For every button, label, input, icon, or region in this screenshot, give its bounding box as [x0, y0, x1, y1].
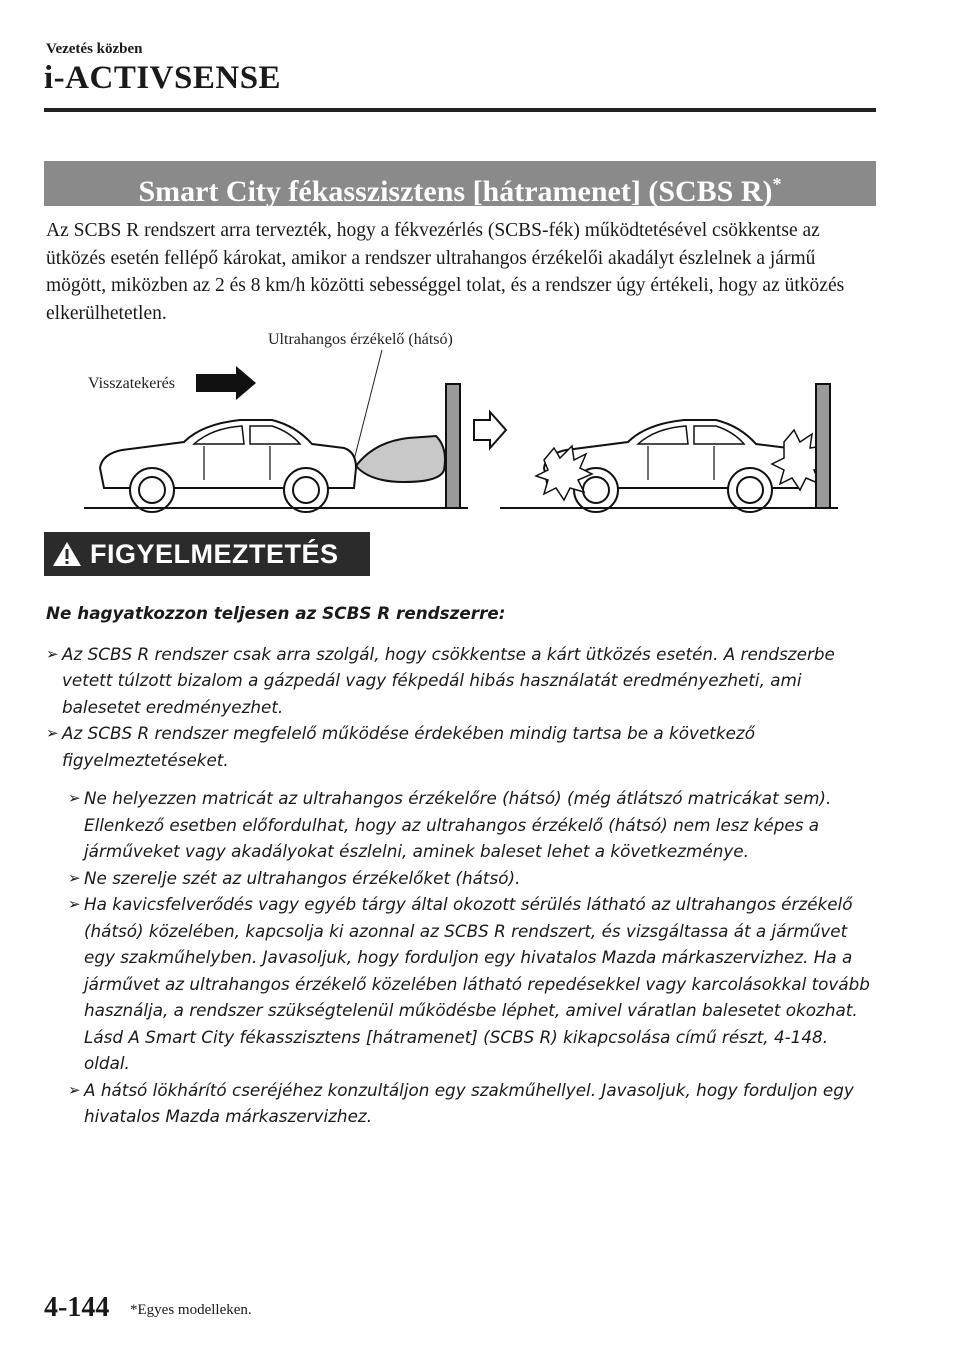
warning-body	[46, 600, 878, 1130]
scbs-r-illustration	[44, 330, 876, 520]
sensor-zone	[356, 436, 445, 482]
triangle-right-icon: ➢	[46, 724, 59, 742]
obstacle-wall-left	[446, 384, 460, 508]
banner-title: Smart City fékasszisztens [hátramenet] (SCBS R)	[138, 175, 773, 208]
chapter-title: Vezetés közben	[46, 41, 143, 57]
triangle-right-icon: ➢	[68, 895, 81, 913]
warning-bullet: ➢ Az SCBS R rendszer csak arra szolgál, hogy csökkentse a kárt ütközés esetén. A rendszerbe vetett túlzott bizalom a gázpedál vagy fékpedál hibás használatát eredményezheti, ami balesetet eredményezhet.	[46, 641, 878, 721]
sub-bullet: ➢ Ne helyezzen matricát az ultrahangos érzékelőre (hátsó) (még átlátszó matricákat sem). Ellenkező esetben előfordulhat, hogy az ultrahangos érzékelő (hátsó) nem lesz képes a járműveket vagy akadályokat észlelni, aminek baleset lehet a következménye.	[68, 785, 878, 865]
section-title: i-ACTIVSENSE	[44, 60, 282, 96]
warning-triangle-icon	[44, 532, 90, 576]
warning-bullet: ➢ Az SCBS R rendszer megfelelő működése érdekében mindig tartsa be a következő figyelmeztetéseket.	[46, 720, 878, 773]
triangle-right-icon: ➢	[68, 868, 81, 887]
reverse-arrow-icon	[196, 366, 256, 400]
triangle-right-icon: ➢	[46, 644, 59, 663]
triangle-right-icon: ➢	[68, 789, 81, 807]
footnote: *Egyes modelleken.	[130, 1302, 252, 1318]
transition-arrow-icon	[474, 412, 506, 448]
cross-reference: Lásd A Smart City fékasszisztens [hátramenet] (SCBS R) kikapcsolása című részt, 4-148. oldal.	[84, 1026, 829, 1073]
sub-bullet: ➢ A hátsó lökhárító cseréjéhez konzultáljon egy szakműhellyel. Javasoljuk, hogy forduljon egy hivatalos Mazda márkaszervizhez.	[68, 1077, 878, 1130]
sub-bullet-list	[46, 785, 878, 1130]
intro-paragraph: Az SCBS R rendszert arra tervezték, hogy a fékvezérlés (SCBS-fék) működtetésével csökkentse az ütközés esetén fellépő károkat, amikor a rendszer ultrahangos érzékelői akadályt észlelnek a jármű mögött, miközben az 2 és 8 km/h közötti sebességgel tolat, és a rendszer úgy értékeli, hogy az ütközés elkerülhetetlen.	[46, 220, 845, 324]
warning-heading: Ne hagyatkozzon teljesen az SCBS R rendszerre:	[46, 603, 506, 623]
car-reversing	[100, 420, 356, 512]
sensor-label: Ultrahangos érzékelő (hátsó)	[268, 331, 453, 348]
triangle-right-icon: ➢	[68, 1080, 81, 1099]
warning-bar	[44, 532, 370, 576]
obstacle-wall-right	[816, 384, 830, 508]
sub-bullet: ➢ Ne szerelje szét az ultrahangos érzékelőket (hátsó).	[68, 865, 878, 892]
warning-label: FIGYELMEZTETÉS	[90, 538, 339, 569]
sub-bullet: ➢ Ha kavicsfelverődés vagy egyéb tárgy által okozott sérülés látható az ultrahangos érzékelő (hátsó) közelében, kapcsolja ki azonnal az SCBS R rendszert, és vizsgáltassa át a járművet egy szakműhelyben. Javasoljuk, hogy forduljon egy hivatalos Mazda márkaszervizhez. Ha a járművet az ultrahangos érzékelő közelében látható repedésekkel vagy karcolásokkal tovább használja, a rendszer szükségtelenül működésbe léphet, amivel váratlan balesetet okozhat. Lásd A Smart City fékasszisztens [hátramenet] (SCBS R) kikapcsolása című részt, 4-148. oldal.	[68, 891, 878, 1077]
topic-banner	[44, 161, 876, 206]
reverse-label: Visszatekerés	[88, 375, 175, 392]
header-rule	[44, 108, 876, 112]
car-stopped	[544, 420, 800, 512]
page-number: 4-144	[44, 1292, 110, 1323]
banner-marker: *	[772, 174, 782, 194]
